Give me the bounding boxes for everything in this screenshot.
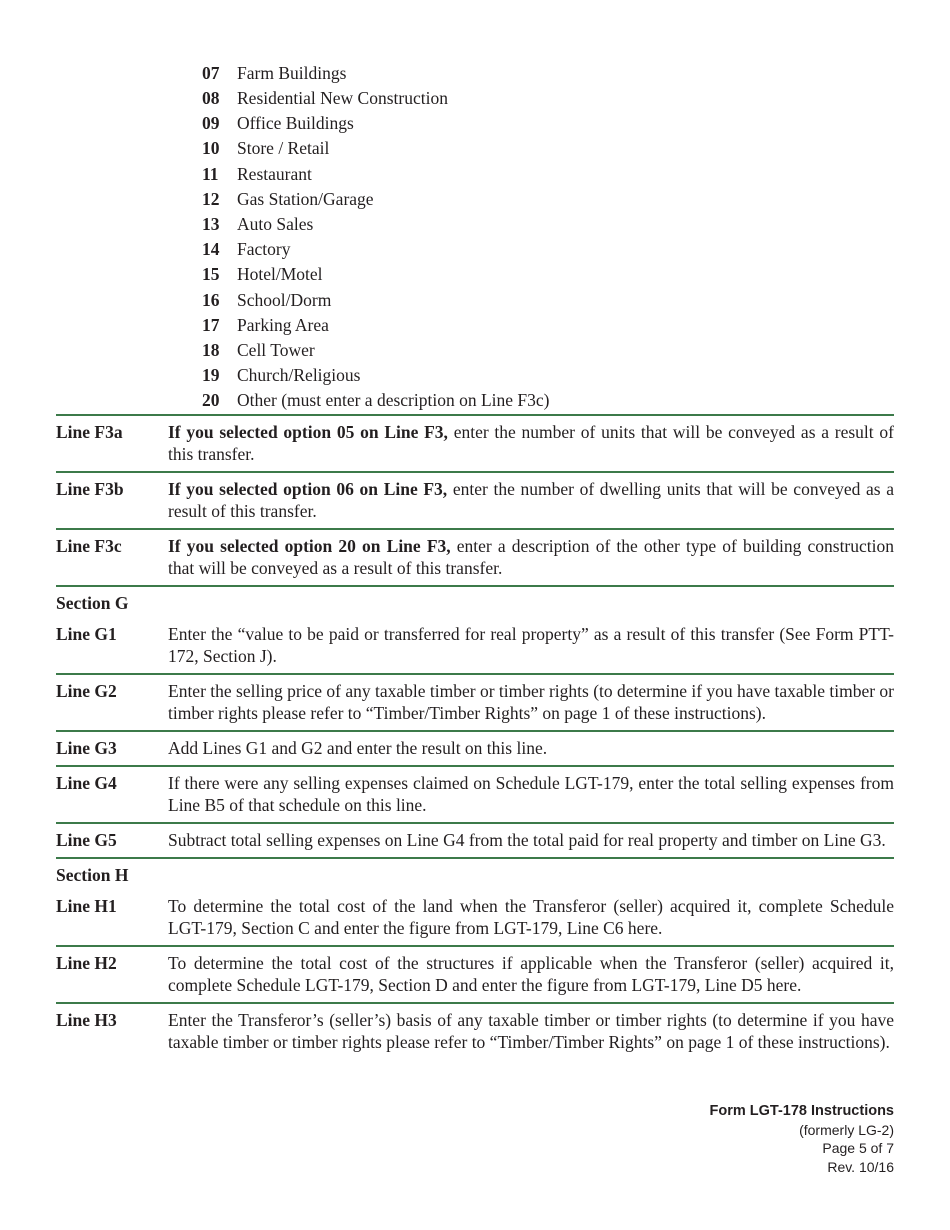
- code-label: Auto Sales: [237, 213, 314, 234]
- code-label: Other (must enter a description on Line F3c): [237, 390, 550, 411]
- page-footer: [710, 1102, 895, 1176]
- line-f3c-row: [56, 528, 894, 585]
- section-g-row: [56, 585, 894, 618]
- line-description: Enter the selling price of any taxable timber or timber rights (to determine if you have taxable timber or timber rights please refer to “Timber/Timber Rights” on page 1 of these instructions).: [168, 681, 895, 723]
- line-description: Subtract total selling expenses on Line G4 from the total paid for real property and timber on Line G3.: [168, 830, 886, 850]
- line-label: Line G4: [56, 773, 117, 793]
- line-description: If there were any selling expenses claimed on Schedule LGT-179, enter the total selling expenses from Line B5 of that schedule on this line.: [168, 773, 894, 815]
- line-description: Enter the “value to be paid or transferred for real property” as a result of this transfer (See Form PTT-172, Section J).: [168, 624, 894, 666]
- code-label: Office Buildings: [237, 113, 354, 134]
- line-h3-row: [56, 1002, 894, 1059]
- line-g2-row: [56, 673, 894, 730]
- line-h1-row: [56, 890, 894, 945]
- line-description: [168, 535, 894, 579]
- line-label: Line F3a: [56, 422, 123, 442]
- line-label: Line G2: [56, 681, 117, 701]
- line-description: To determine the total cost of the land when the Transferor (seller) acquired it, complete Schedule LGT-179, Section C and enter the figure from LGT-179, Line C6 here.: [168, 896, 894, 938]
- line-label: Line G1: [56, 624, 117, 644]
- line-label: Line G3: [56, 738, 117, 758]
- list-item: [202, 363, 549, 388]
- line-text: enter the number of dwelling units that will be conveyed as a result of this transfer.: [168, 479, 894, 521]
- code-label: Store / Retail: [237, 138, 330, 159]
- code-number: 20: [202, 390, 220, 411]
- code-number: 16: [202, 289, 220, 310]
- list-item: [202, 61, 549, 86]
- list-item: [202, 338, 549, 363]
- line-h2-row: [56, 945, 894, 1002]
- code-label: School/Dorm: [237, 289, 332, 310]
- line-label: Line F3b: [56, 479, 124, 499]
- line-description: [168, 478, 894, 522]
- line-label: Line H2: [56, 953, 117, 973]
- list-item: [202, 212, 549, 237]
- code-number: 18: [202, 339, 220, 360]
- code-number: 17: [202, 314, 220, 335]
- line-description: [168, 421, 894, 465]
- line-lead: If you selected option 20 on Line F3,: [168, 536, 451, 556]
- code-number: 14: [202, 239, 220, 260]
- line-label: Line H3: [56, 1010, 117, 1030]
- line-description: Enter the Transferor’s (seller’s) basis of any taxable timber or timber rights (to determine if you have taxable timber or timber rights please refer to “Timber/Timber Rights” on page 1 of these instructions).: [168, 1010, 894, 1052]
- line-f3b-row: [56, 471, 894, 528]
- list-item: [202, 313, 549, 338]
- building-type-codes-list: [202, 61, 549, 414]
- list-item: [202, 137, 549, 162]
- section-h-row: [56, 857, 894, 890]
- code-label: Restaurant: [237, 163, 312, 184]
- line-g5-row: [56, 822, 894, 857]
- code-number: 11: [202, 163, 219, 184]
- line-text: enter the number of units that will be conveyed as a result of this transfer.: [168, 422, 894, 464]
- list-item: [202, 187, 549, 212]
- list-item: [202, 388, 549, 413]
- code-label: Hotel/Motel: [237, 264, 323, 285]
- line-description: To determine the total cost of the structures if applicable when the Transferor (seller) acquired it, complete Schedule LGT-179, Section D and enter the figure from LGT-179, Line D5 here.: [168, 953, 894, 995]
- code-number: 07: [202, 62, 220, 83]
- section-heading: Section G: [56, 593, 129, 613]
- line-lead: If you selected option 05 on Line F3,: [168, 422, 448, 442]
- code-number: 12: [202, 188, 220, 209]
- list-item: [202, 86, 549, 111]
- code-number: 10: [202, 138, 220, 159]
- code-label: Farm Buildings: [237, 62, 347, 83]
- line-instructions: [56, 414, 894, 1059]
- code-label: Parking Area: [237, 314, 329, 335]
- list-item: [202, 288, 549, 313]
- line-g4-row: [56, 765, 894, 822]
- code-number: 13: [202, 213, 220, 234]
- section-heading: Section H: [56, 865, 129, 885]
- line-text: enter a description of the other type of building construction that will be conveyed as a result of this transfer.: [168, 536, 894, 578]
- code-number: 09: [202, 113, 220, 134]
- line-label: Line H1: [56, 896, 117, 916]
- code-number: 15: [202, 264, 220, 285]
- code-label: Residential New Construction: [237, 88, 448, 109]
- line-description: Add Lines G1 and G2 and enter the result on this line.: [168, 738, 548, 758]
- code-label: Church/Religious: [237, 365, 361, 386]
- code-number: 19: [202, 365, 220, 386]
- line-f3a-row: [56, 414, 894, 471]
- page-number: Page 5 of 7: [822, 1140, 894, 1156]
- list-item: [202, 237, 549, 262]
- line-g1-row: [56, 618, 894, 673]
- formerly-note: (formerly LG-2): [799, 1121, 894, 1138]
- list-item: [202, 263, 549, 288]
- revision-date: Rev. 10/16: [827, 1158, 894, 1175]
- line-lead: If you selected option 06 on Line F3,: [168, 479, 448, 499]
- code-label: Gas Station/Garage: [237, 188, 374, 209]
- form-title: Form LGT-178 Instructions: [709, 1103, 894, 1119]
- code-number: 08: [202, 88, 220, 109]
- line-label: Line G5: [56, 830, 117, 850]
- list-item: [202, 162, 549, 187]
- line-g3-row: [56, 730, 894, 765]
- line-label: Line F3c: [56, 536, 122, 556]
- list-item: [202, 111, 549, 136]
- code-label: Cell Tower: [237, 339, 315, 360]
- code-label: Factory: [237, 239, 291, 260]
